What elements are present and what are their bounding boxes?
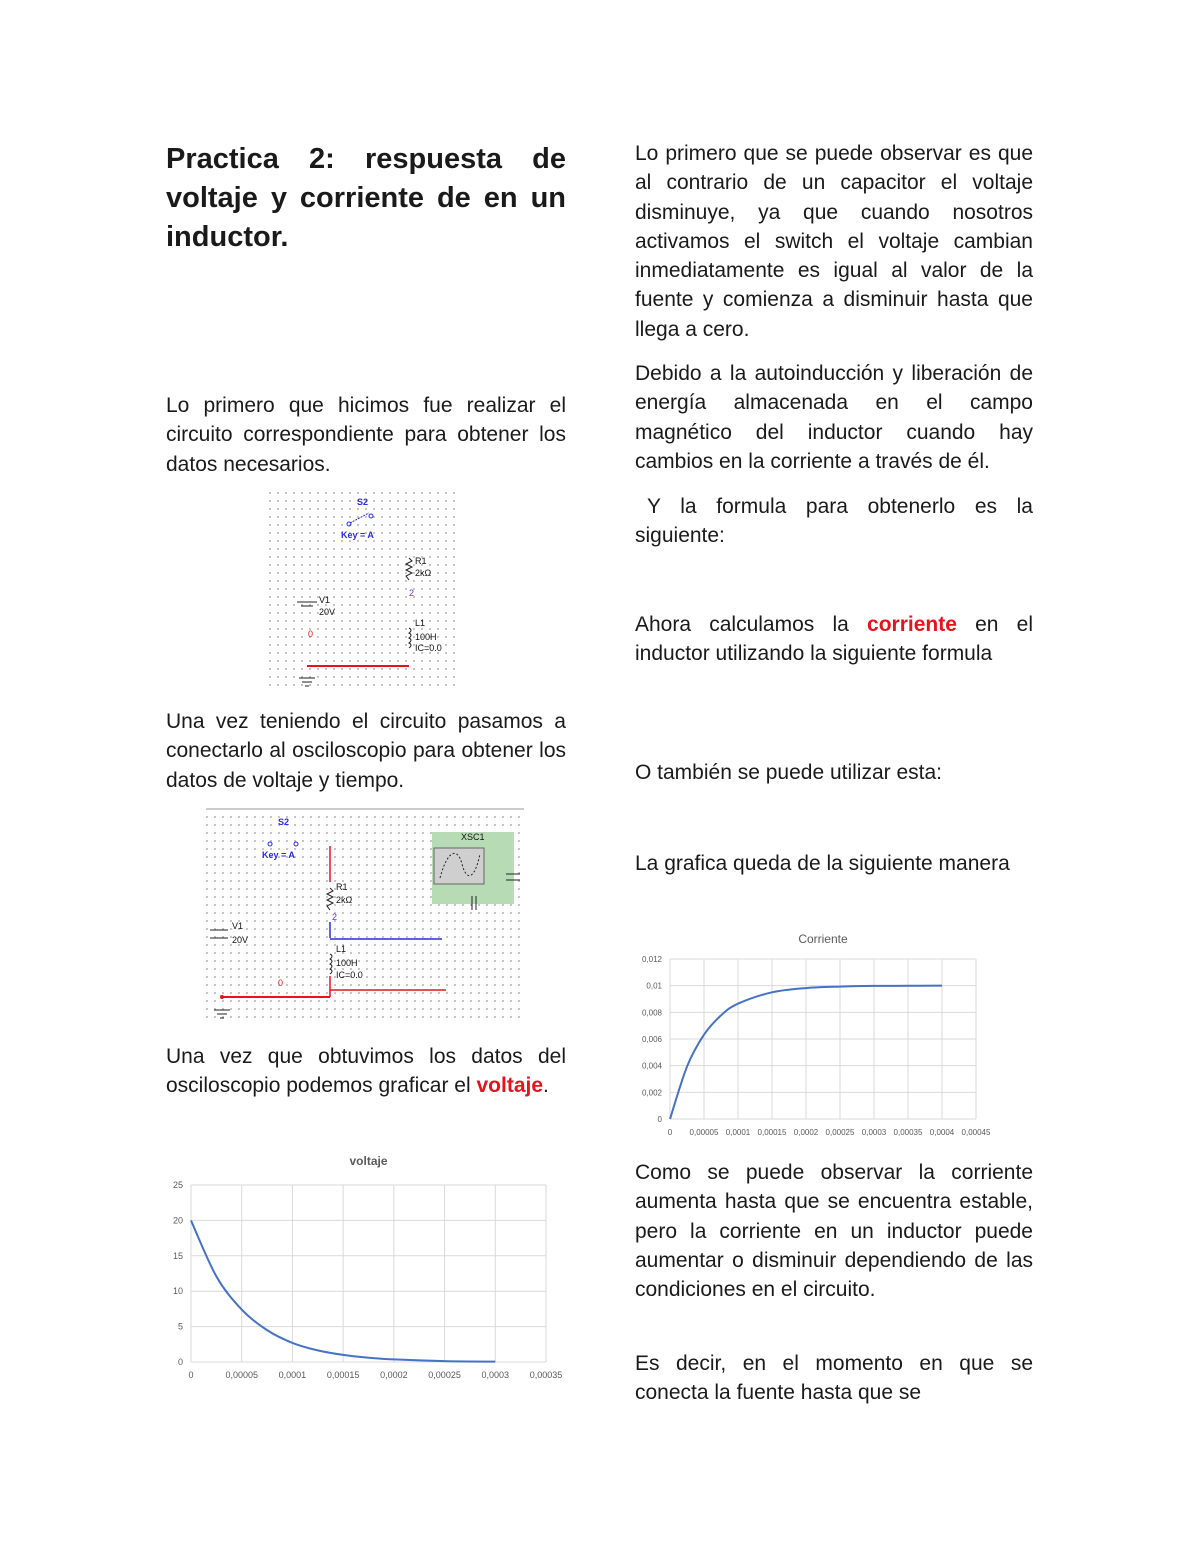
x-tick-label: 0 bbox=[667, 1128, 673, 1137]
resistor-value: 2kΩ bbox=[415, 568, 432, 578]
y-tick-label: 15 bbox=[172, 1250, 183, 1261]
x-tick-label: 0,00015 bbox=[326, 1370, 360, 1380]
y-tick-label: 0 bbox=[657, 1115, 662, 1124]
paragraph-graph-voltage bbox=[166, 1042, 566, 1101]
inductor-name: L1 bbox=[415, 618, 426, 628]
paragraph-current-observation: Como se puede observar la corriente aumenta hasta que se encuentra estable, pero la corriente en un inductor puede aumentar o disminuir dependiendo de las condiciones en el circuito. bbox=[635, 1161, 1033, 1302]
paragraph-alternative: O también se puede utilizar esta: bbox=[635, 761, 943, 784]
source-name: V1 bbox=[319, 595, 331, 605]
y-tick-label: 0,002 bbox=[641, 1088, 662, 1098]
paragraph-graph-intro: La grafica queda de la siguiente manera bbox=[635, 852, 1010, 875]
circuit-diagram bbox=[269, 492, 461, 692]
x-tick-label: 0,00045 bbox=[961, 1128, 991, 1137]
inductor-name: L1 bbox=[336, 944, 347, 954]
y-tick-label: 20 bbox=[172, 1215, 183, 1226]
inductor-initial-condition: IC=0.0 bbox=[415, 643, 442, 653]
chart-title: voltaje bbox=[349, 1154, 388, 1168]
node-label: 2 bbox=[409, 588, 415, 598]
switch-label: S2 bbox=[357, 497, 369, 507]
x-tick-label: 0,0004 bbox=[929, 1128, 955, 1137]
ground-node-label: 0 bbox=[308, 629, 314, 639]
chart-title: Corriente bbox=[798, 932, 848, 946]
x-tick-label: 0,0002 bbox=[793, 1128, 819, 1137]
switch-label: S2 bbox=[278, 817, 290, 827]
inductor-value: 100H bbox=[415, 632, 437, 642]
paragraph-circuit-intro: Lo primero que hicimos fue realizar el circuito correspondiente para obtener los datos necesarios. bbox=[166, 394, 566, 476]
node-label: 2 bbox=[332, 912, 338, 922]
x-tick-label: 0,0002 bbox=[380, 1370, 408, 1380]
oscilloscope-screen bbox=[434, 848, 484, 884]
y-tick-label: 0,006 bbox=[641, 1035, 662, 1044]
x-tick-label: 0,0001 bbox=[725, 1128, 751, 1137]
source-name: V1 bbox=[232, 921, 244, 931]
paragraph-observation: Lo primero que se puede observar es que al contrario de un capacitor el voltaje disminuye, ya que cuando nosotros activamos el switch el voltaje cambian inmediatamente es igual al valor de la fuente y comienza a disminuir hasta que llega a cero. bbox=[635, 142, 1033, 341]
resistor-name: R1 bbox=[415, 556, 427, 566]
source-value: 20V bbox=[232, 935, 249, 945]
y-tick-label: 0,012 bbox=[641, 955, 662, 964]
ground-node-label: 0 bbox=[278, 978, 284, 988]
paragraph-text: Una vez que obtuvimos los datos del osciloscopio podemos graficar el bbox=[166, 1045, 566, 1098]
x-tick-label: 0,0001 bbox=[278, 1370, 307, 1380]
highlight-corriente: corriente bbox=[867, 613, 957, 636]
source-value: 20V bbox=[319, 607, 336, 617]
resistor-name: R1 bbox=[336, 882, 348, 892]
y-tick-label: 25 bbox=[172, 1180, 183, 1190]
y-tick-label: 0,008 bbox=[641, 1008, 662, 1018]
highlight-voltaje: voltaje bbox=[476, 1074, 544, 1098]
paragraph-self-induction: Debido a la autoinducción y liberación de energía almacenada en el campo magnético del inductor cuando hay cambios en la corriente a través de él. bbox=[635, 362, 1033, 473]
breadboard-grid bbox=[269, 492, 461, 692]
paragraph-oscilloscope: Una vez teniendo el circuito pasamos a conectarlo al osciloscopio para obtener los datos de voltaje y tiempo. bbox=[166, 710, 566, 792]
paragraph-conclusion: Es decir, en el momento en que se conecta la fuente hasta que se bbox=[635, 1352, 1033, 1405]
y-tick-label: 0,01 bbox=[646, 981, 662, 991]
y-tick-label: 10 bbox=[172, 1286, 183, 1297]
x-tick-label: 0,00005 bbox=[689, 1128, 719, 1137]
junction bbox=[220, 995, 224, 999]
page-title: Practica 2: respuesta de voltaje y corriente de en un inductor. bbox=[166, 143, 566, 253]
x-tick-label: 0 bbox=[188, 1370, 194, 1380]
inductor-initial-condition: IC=0.0 bbox=[336, 970, 363, 980]
resistor-value: 2kΩ bbox=[336, 895, 353, 905]
voltage-chart bbox=[166, 1148, 566, 1388]
oscilloscope-name: XSC1 bbox=[461, 832, 485, 842]
y-tick-label: 5 bbox=[177, 1321, 183, 1332]
paragraph-text: Ahora calculamos la bbox=[635, 613, 849, 636]
x-tick-label: 0,00035 bbox=[529, 1370, 563, 1380]
x-tick-label: 0,00035 bbox=[893, 1128, 923, 1137]
switch-key-label: Key = A bbox=[262, 850, 295, 860]
y-tick-label: 0 bbox=[177, 1357, 183, 1367]
paragraph-text-end: en el inductor utilizando la siguiente formula bbox=[635, 613, 1033, 666]
x-tick-label: 0,00025 bbox=[825, 1128, 855, 1137]
y-tick-label: 0,004 bbox=[641, 1061, 662, 1071]
current-chart bbox=[635, 928, 995, 1142]
switch-key-label: Key = A bbox=[341, 530, 374, 540]
oscilloscope-circuit-diagram bbox=[206, 808, 524, 1022]
inductor-value: 100H bbox=[336, 958, 358, 968]
x-tick-label: 0,00015 bbox=[757, 1128, 787, 1137]
x-tick-label: 0,0003 bbox=[481, 1370, 510, 1380]
x-tick-label: 0,00025 bbox=[428, 1370, 461, 1380]
x-tick-label: 0,00005 bbox=[225, 1370, 258, 1380]
paragraph-formula: Y la formula para obtenerlo es la siguiente: bbox=[635, 495, 1033, 548]
x-tick-label: 0,0003 bbox=[861, 1128, 887, 1137]
paragraph-text-end: . bbox=[543, 1074, 549, 1098]
paragraph-current bbox=[635, 610, 1033, 669]
